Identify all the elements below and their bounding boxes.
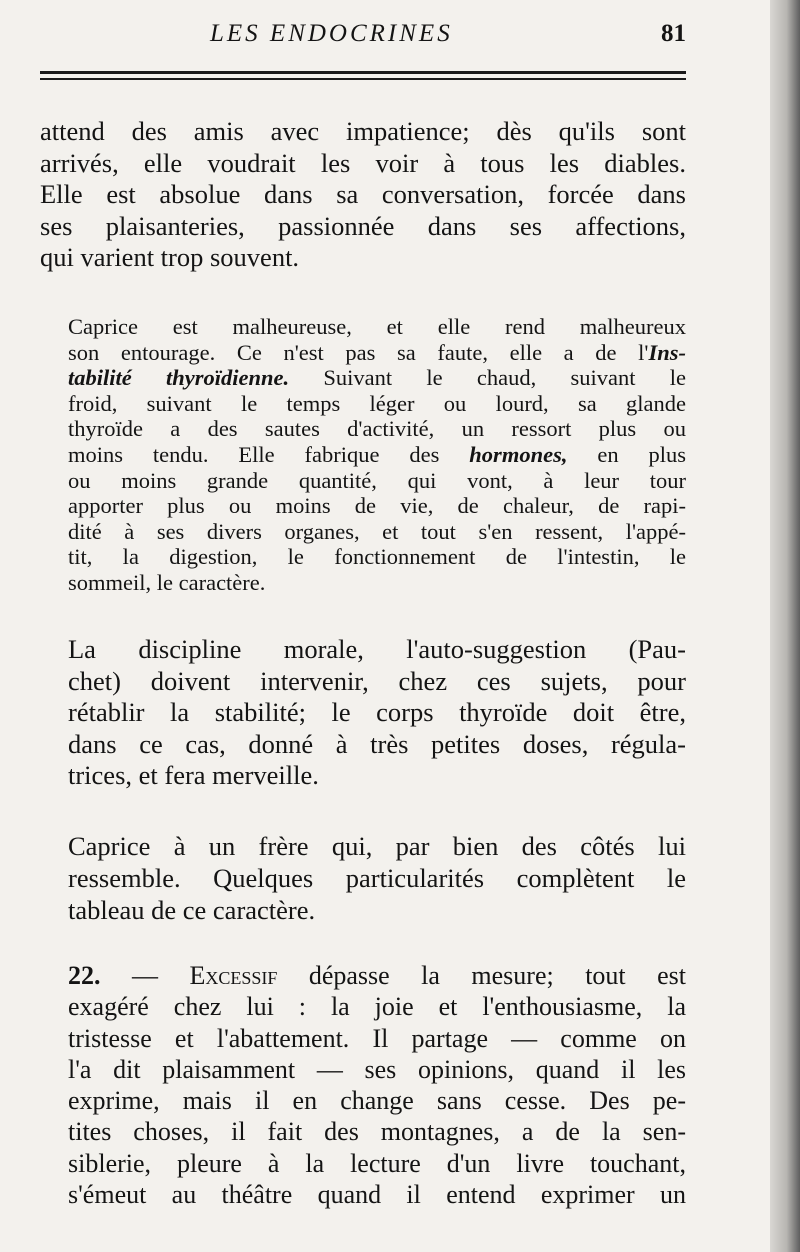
page-edge-shadow — [770, 0, 800, 1252]
header-rule-thick — [40, 71, 686, 74]
text-line: chet) doivent intervenir, chez ces sujets, pour — [68, 665, 686, 696]
text-line: trices, et fera merveille. — [68, 760, 319, 791]
text-line: Caprice à un frère qui, par bien des côtés lui — [68, 831, 686, 861]
text-line: tableau de ce caractère. — [68, 895, 316, 925]
text-line: ressemble. Quelques particularités complètent le — [68, 863, 686, 893]
italic-term: tabilité thyroïdienne. — [68, 365, 290, 391]
paragraph-3 — [40, 634, 686, 792]
text-line: arrivés, elle voudrait les voir à tous les diables. — [40, 147, 686, 178]
text-line: qui varient trop souvent. — [40, 242, 300, 273]
text-run: Suivant le chaud, suivant le — [289, 365, 686, 391]
text-line — [40, 960, 686, 991]
text-line: attend des amis avec impatience; dès qu'ils sont — [40, 116, 686, 146]
text-line: tit, la digestion, le fonctionnement de l'intestin, le — [68, 544, 686, 570]
text-run: en plus — [567, 441, 686, 467]
text-line: apporter plus ou moins de vie, de chaleur, de rapi- — [68, 493, 686, 519]
text-line: Caprice est malheureuse, et elle rend malheureux — [68, 314, 686, 339]
header-rule-thin — [40, 78, 686, 80]
paragraph-2 — [40, 314, 686, 596]
text-run: dépasse la mesure; tout est — [277, 961, 686, 990]
text-line: l'a dit plaisamment — ses opinions, quand il les — [68, 1054, 686, 1084]
text-line: froid, suivant le temps léger ou lourd, sa glande — [68, 390, 686, 416]
italic-term: Ins- — [648, 339, 686, 365]
text-line: Elle est absolue dans sa conversation, forcée dans — [40, 179, 686, 210]
text-line: La discipline morale, l'auto-suggestion (Pau- — [68, 634, 686, 664]
text-run: son entourage. Ce n'est pas sa faute, elle a de l' — [68, 339, 649, 365]
text-line: exprime, mais il en change sans cesse. Des pe- — [68, 1086, 686, 1116]
text-line: dans ce cas, donné à très petites doses, régula- — [68, 728, 686, 759]
text-line: dité à ses divers organes, et tout s'en ressent, l'appé- — [68, 518, 686, 544]
text-line: exagéré chez lui : la joie et l'enthousiasme, la — [68, 992, 686, 1022]
text-line: thyroïde a des sautes d'activité, un ressort plus ou — [68, 416, 686, 442]
text-line: rétablir la stabilité; le corps thyroïde doit être, — [68, 697, 686, 728]
text-line — [40, 365, 686, 391]
page-number: 81 — [661, 20, 686, 47]
text-line: ses plaisanteries, passionnée dans ses affections, — [40, 210, 686, 241]
text-line: sommeil, le caractère. — [68, 569, 266, 595]
text-line: tristesse et l'abattement. Il partage — comme on — [68, 1023, 686, 1053]
page-header — [40, 18, 686, 54]
text-run: moins tendu. Elle fabrique des — [68, 441, 470, 467]
text-line: s'émeut au théâtre quand il entend exprimer un — [68, 1180, 686, 1210]
text-run: — — [100, 961, 190, 990]
text-line: ou moins grande quantité, qui vont, à leur tour — [68, 467, 686, 493]
paragraph-4 — [40, 830, 686, 926]
italic-term: hormones, — [469, 441, 568, 467]
text-line: tites choses, il fait des montagnes, a de la sen- — [68, 1117, 686, 1147]
text-line — [40, 442, 686, 468]
running-head: LES ENDOCRINES — [210, 20, 453, 47]
paragraph-1 — [40, 116, 686, 274]
text-line: siblerie, pleure à la lecture d'un livre touchant, — [68, 1148, 686, 1178]
paragraph-5 — [40, 960, 686, 1210]
text-line — [40, 340, 686, 366]
section-number: 22. — [68, 961, 101, 990]
section-term: Excessif — [189, 961, 278, 990]
